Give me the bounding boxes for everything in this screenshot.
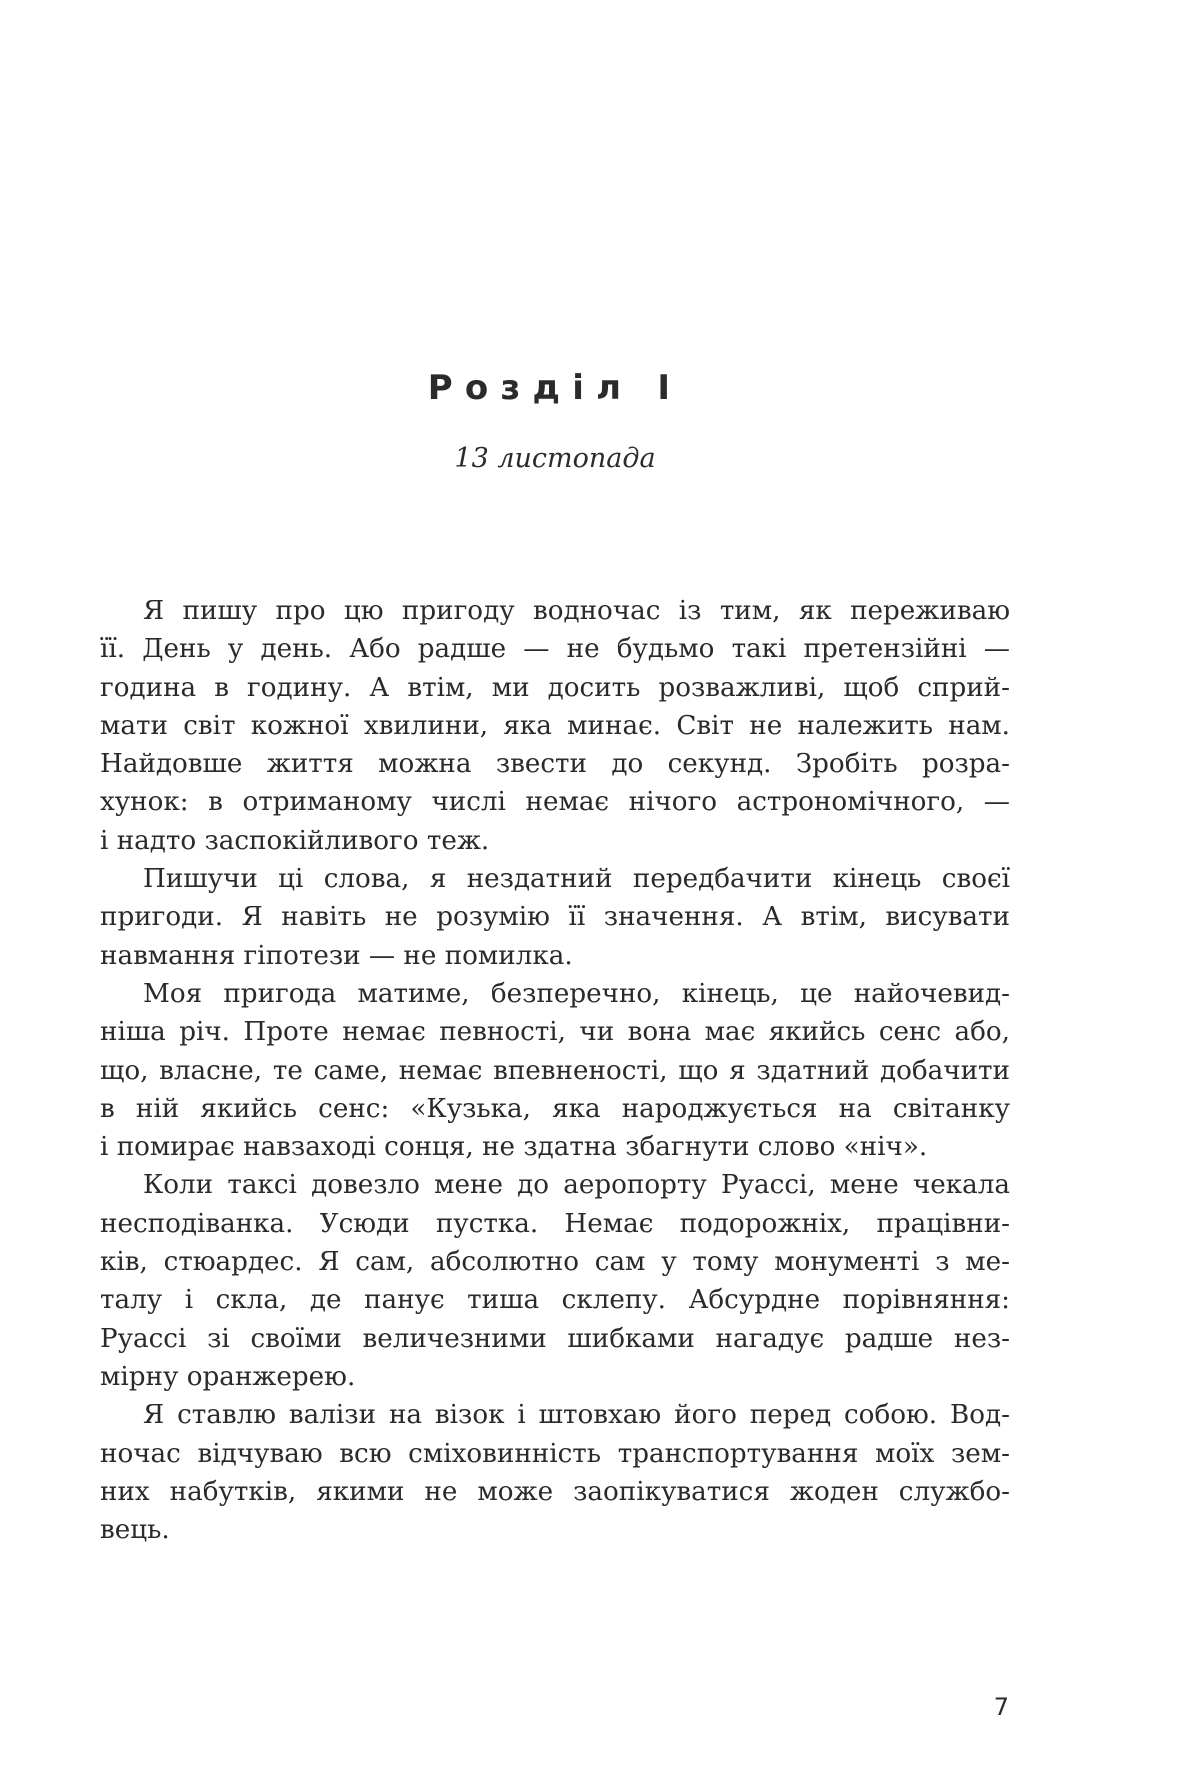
text-line: них набутків, якими не може заопікуватися жоден службо-	[100, 1476, 1010, 1507]
paragraph	[100, 1166, 1010, 1396]
text-line: мати світ кожної хвилини, яка минає. Світ не належить нам.	[100, 710, 1010, 741]
text-line: Руассі зі своїми величезними шибками нагадує радше нез-	[100, 1323, 1010, 1354]
text-line: хунок: в отриманому числі немає нічого астрономічного, —	[100, 787, 1010, 818]
text-line: Я ставлю валізи на візок і штовхаю його перед собою. Вод-	[143, 1400, 1010, 1431]
text-line: Коли таксі довезло мене до аеропорту Руассі, мене чекала	[143, 1170, 1010, 1201]
paragraph	[100, 1396, 1010, 1549]
text-line: Моя пригода матиме, безперечно, кінець, це найочевид-	[143, 978, 1010, 1009]
text-line: година в годину. А втім, ми досить розважливі, щоб сприй-	[100, 672, 1010, 703]
text-line: талу і скла, де панує тиша склепу. Абсурдне порівняння:	[100, 1285, 1010, 1316]
page-number: 7	[993, 1693, 1009, 1721]
text-line: ночас відчуваю всю сміховинність транспортування моїх зем-	[100, 1438, 1010, 1469]
text-line: несподіванка. Усюди пустка. Немає подорожніх, працівни-	[100, 1208, 1010, 1239]
text-line: що, власне, те саме, немає впевненості, що я здатний добачити	[100, 1055, 1010, 1086]
paragraph	[100, 975, 1010, 1166]
chapter-title: Розділ І	[427, 368, 683, 408]
body-text	[100, 592, 1010, 1549]
text-line: навмання гіпотези — не помилка.	[100, 940, 573, 971]
chapter-date: 13 листопада	[454, 443, 656, 474]
text-line: Пишучи ці слова, я нездатний передбачити кінець своєї	[143, 864, 1010, 895]
text-line: пригоди. Я навіть не розумію її значення. А втім, висувати	[100, 902, 1010, 933]
text-line: мірну оранжерею.	[100, 1361, 356, 1392]
paragraph	[100, 860, 1010, 975]
text-line: Найдовше життя можна звести до секунд. Зробіть розра-	[100, 749, 1010, 780]
text-line: в ній якийсь сенс: «Кузька, яка народжується на світанку	[100, 1093, 1010, 1124]
text-line: ків, стюардес. Я сам, абсолютно сам у тому монументі з ме-	[100, 1247, 1010, 1278]
text-line: вець.	[100, 1515, 170, 1546]
text-line: і помирає навзаході сонця, не здатна збагнути слово «ніч».	[100, 1132, 928, 1163]
text-line: Я пишу про цю пригоду водночас із тим, як переживаю	[143, 596, 1010, 626]
text-line: і надто заспокійливого теж.	[100, 825, 490, 856]
text-line: її. День у день. Або радше — не будьмо такі претензійні —	[100, 634, 1010, 665]
text-line: ніша річ. Проте немає певності, чи вона має якийсь сенс або,	[100, 1017, 1010, 1048]
paragraph	[100, 592, 1010, 860]
